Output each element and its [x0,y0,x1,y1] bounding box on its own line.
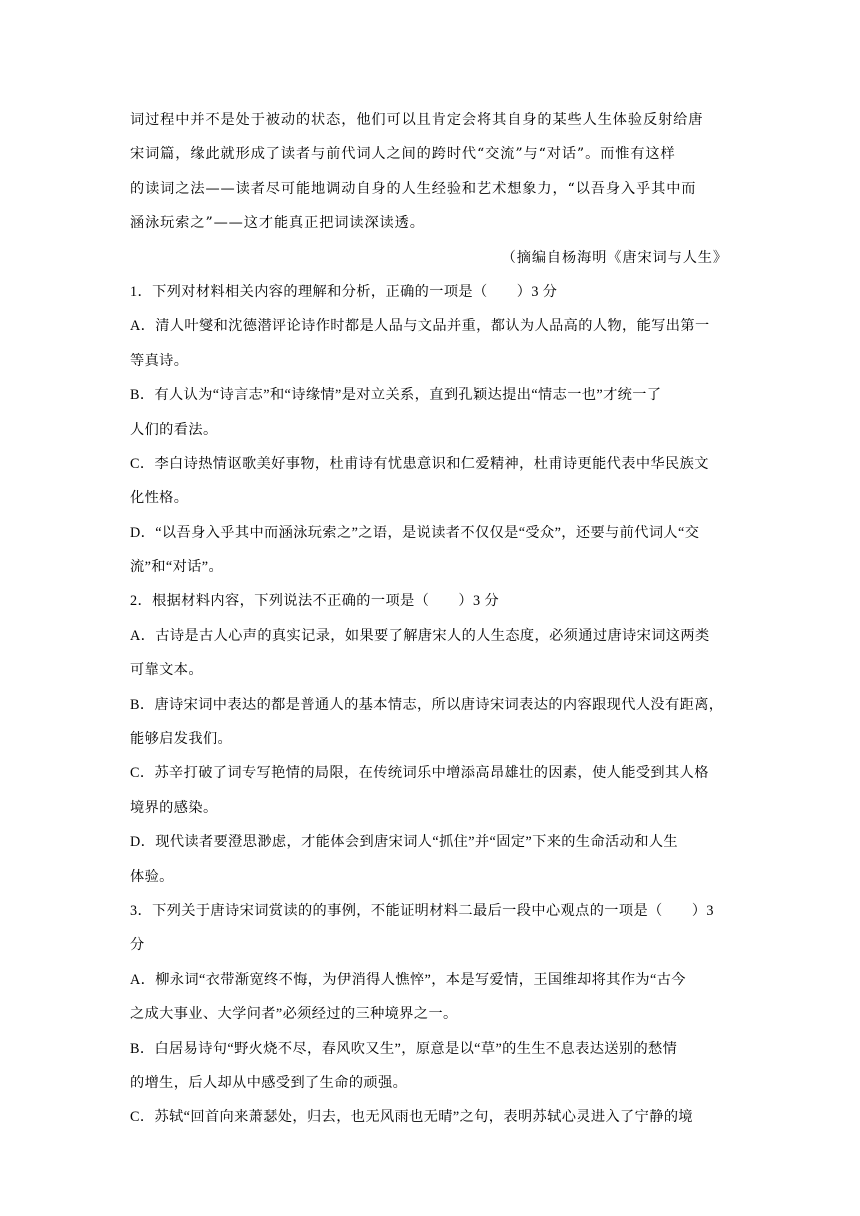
option-c-cont: 化性格。 [130,490,189,507]
option-b: B．白居易诗句“野火烧不尽，春风吹又生”，原意是以“草”的生生不息表达送别的愁情 [130,1040,678,1057]
option-a: A．古诗是古人心声的真实记录，如果要了解唐宋人的人生态度，必须通过唐诗宋词这两类 [130,627,710,644]
option-b: B．有人认为“诗言志”和“诗缘情”是对立关系，直到孔颖达提出“情志一也”才统一了 [130,387,662,404]
option-b-cont: 能够启发我们。 [130,731,233,748]
question-stem-cont: 分 [130,937,145,954]
option-d: D．“以吾身入乎其中而涵泳玩索之”之语，是说读者不仅仅是“受众”，还要与前代词人“交 [130,524,700,541]
passage-excerpt [130,103,730,275]
passage-line: 词过程中并不是处于被动的状态，他们可以且肯定会将其自身的某些人生体验反射给唐 [130,112,704,128]
question-2 [130,584,730,894]
passage-line: 涵泳玩索之”——这才能真正把词读深读透。 [130,215,425,232]
option-d: D．现代读者要澄思渺虑，才能体会到唐宋词人“抓住”并“固定”下来的生命活动和人生 [130,834,678,851]
option-b-cont: 的增生，后人却从中感受到了生命的顽强。 [130,1074,408,1091]
option-a-cont: 可靠文本。 [130,662,203,679]
question-stem: 3．下列关于唐诗宋词赏读的的事例，不能证明材料二最后一段中心观点的一项是（ ）3 [130,902,714,919]
passage-source: （摘编自杨海明《唐宋词与人生》 [501,249,728,266]
document-content [130,103,730,1135]
question-stem: 2．根据材料内容，下列说法不正确的一项是（ ）3 分 [130,593,500,610]
option-c: C．苏辛打破了词专写艳情的局限，在传统词乐中增添高昂雄壮的因素，使人能受到其人格 [130,765,709,782]
option-a-cont: 之成大事业、大学问者”必须经过的三种境界之一。 [130,1006,458,1023]
question-3 [130,894,730,1135]
option-d-cont: 体验。 [130,868,174,885]
passage-line: 宋词篇，缘此就形成了读者与前代词人之间的跨时代“交流”与“对话”。而惟有这样 [130,146,676,163]
option-c-cont: 境界的感染。 [130,799,218,816]
option-c: C．苏轼“回首向来萧瑟处，归去，也无风雨也无晴”之句，表明苏轼心灵进入了宁静的境 [130,1109,693,1126]
option-c: C．李白诗热情讴歌美好事物，杜甫诗有忧患意识和仁爱精神，杜甫诗更能代表中华民族文 [130,455,709,472]
option-b-cont: 人们的看法。 [130,421,218,438]
option-d-cont: 流”和“对话”。 [130,559,224,576]
option-a: A．清人叶燮和沈德潜评论诗作时都是人品与文品并重，都认为人品高的人物，能写出第一 [130,318,710,335]
option-b: B．唐诗宋词中表达的都是普通人的基本情志，所以唐诗宋词表达的内容跟现代人没有距离， [130,696,724,713]
option-a-cont: 等真诗。 [130,352,189,369]
question-stem: 1．下列对材料相关内容的理解和分析，正确的一项是（ ）3 分 [130,283,558,300]
option-a: A．柳永词“衣带渐宽终不悔，为伊消得人憔悴”，本是写爱情，王国维却将其作为“古今 [130,971,686,988]
passage-line: 的读词之法——读者尽可能地调动自身的人生经验和艺术想象力，“以吾身入乎其中而 [130,180,697,197]
question-1 [130,275,730,585]
